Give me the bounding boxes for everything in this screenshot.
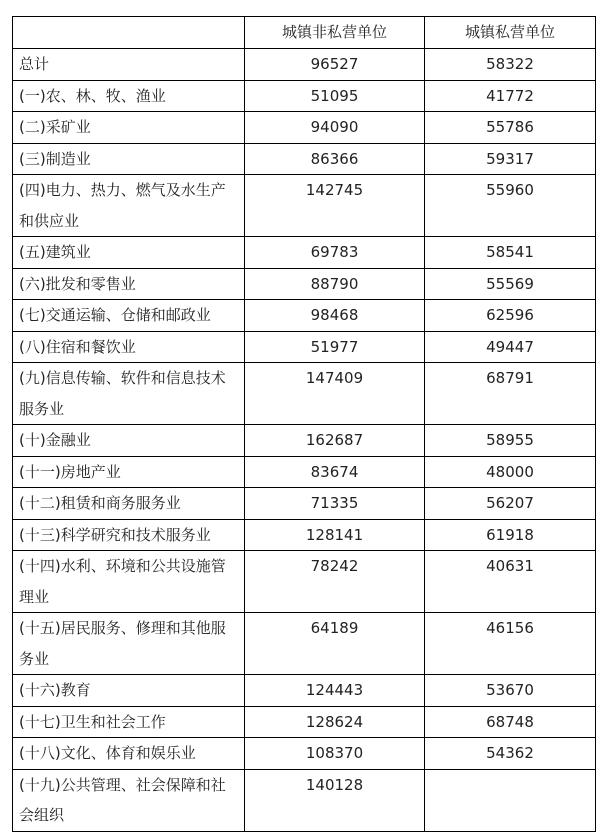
non-private-cell: 69783 [245,237,425,269]
non-private-cell: 140128 [245,769,425,831]
table-row [13,175,596,237]
industry-cell: (十五)居民服务、修理和其他服务业 [13,613,245,675]
private-cell: 62596 [425,300,596,332]
non-private-cell: 78242 [245,551,425,613]
non-private-cell: 128624 [245,706,425,738]
industry-cell: (三)制造业 [13,143,245,175]
table-row [13,237,596,269]
private-cell: 55569 [425,268,596,300]
industry-cell: (十九)公共管理、社会保障和社会组织 [13,769,245,831]
non-private-cell: 88790 [245,268,425,300]
non-private-cell: 96527 [245,49,425,81]
industry-cell: (十三)科学研究和技术服务业 [13,519,245,551]
table-row [13,268,596,300]
industry-cell: (十四)水利、环境和公共设施管理业 [13,551,245,613]
industry-cell: (十八)文化、体育和娱乐业 [13,738,245,770]
table-row [13,488,596,520]
non-private-cell: 162687 [245,425,425,457]
table-row [13,519,596,551]
table-row [13,49,596,81]
table-body [13,49,596,832]
private-cell: 55960 [425,175,596,237]
non-private-cell: 94090 [245,112,425,144]
table-row [13,706,596,738]
non-private-cell: 83674 [245,456,425,488]
industry-cell: (五)建筑业 [13,237,245,269]
table-row [13,363,596,425]
table-row [13,675,596,707]
non-private-cell: 124443 [245,675,425,707]
industry-cell: (八)住宿和餐饮业 [13,331,245,363]
private-cell: 58541 [425,237,596,269]
non-private-cell: 64189 [245,613,425,675]
table-row [13,738,596,770]
table-row [13,551,596,613]
industry-cell: (十七)卫生和社会工作 [13,706,245,738]
table-row [13,425,596,457]
industry-cell: (十六)教育 [13,675,245,707]
industry-cell: (一)农、林、牧、渔业 [13,80,245,112]
private-cell: 55786 [425,112,596,144]
private-cell: 61918 [425,519,596,551]
private-cell: 53670 [425,675,596,707]
private-cell: 41772 [425,80,596,112]
private-cell: 58955 [425,425,596,457]
private-cell: 68791 [425,363,596,425]
non-private-cell: 51095 [245,80,425,112]
non-private-cell: 71335 [245,488,425,520]
private-cell: 46156 [425,613,596,675]
table-row [13,456,596,488]
table-row [13,331,596,363]
private-cell: 56207 [425,488,596,520]
industry-cell: (十一)房地产业 [13,456,245,488]
header-row [13,17,596,49]
industry-cell: (九)信息传输、软件和信息技术服务业 [13,363,245,425]
private-cell: 49447 [425,331,596,363]
table-row [13,300,596,332]
industry-cell: (二)采矿业 [13,112,245,144]
non-private-cell: 51977 [245,331,425,363]
header-private: 城镇私营单位 [425,17,596,49]
industry-cell: (十二)租赁和商务服务业 [13,488,245,520]
industry-cell: (四)电力、热力、燃气及水生产和供应业 [13,175,245,237]
industry-cell: (七)交通运输、仓储和邮政业 [13,300,245,332]
private-cell: 54362 [425,738,596,770]
header-industry [13,17,245,49]
private-cell: 48000 [425,456,596,488]
industry-cell: (六)批发和零售业 [13,268,245,300]
non-private-cell: 147409 [245,363,425,425]
header-non-private: 城镇非私营单位 [245,17,425,49]
private-cell: 58322 [425,49,596,81]
table-row [13,143,596,175]
table-row [13,80,596,112]
non-private-cell: 86366 [245,143,425,175]
private-cell [425,769,596,831]
industry-cell: (十)金融业 [13,425,245,457]
industry-cell: 总计 [13,49,245,81]
non-private-cell: 98468 [245,300,425,332]
non-private-cell: 128141 [245,519,425,551]
non-private-cell: 142745 [245,175,425,237]
table-row [13,613,596,675]
private-cell: 68748 [425,706,596,738]
private-cell: 40631 [425,551,596,613]
non-private-cell: 108370 [245,738,425,770]
table-row [13,112,596,144]
private-cell: 59317 [425,143,596,175]
wage-table [12,16,596,832]
table-row [13,769,596,831]
